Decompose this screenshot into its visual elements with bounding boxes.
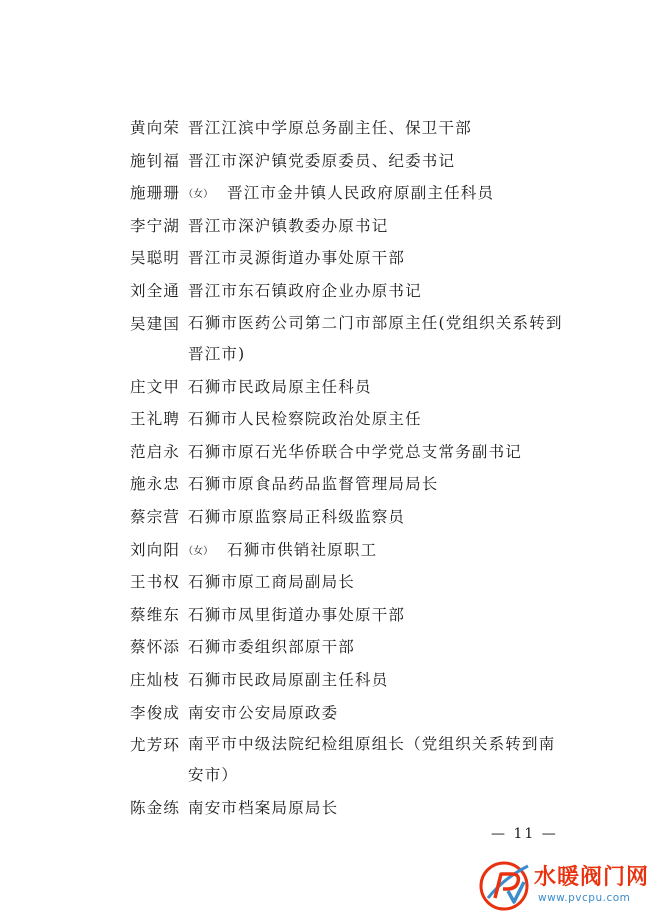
- person-name-text: 吴建国: [130, 314, 181, 333]
- person-name-text: 李俊成: [130, 703, 181, 722]
- gender-note: （女）: [183, 545, 214, 557]
- person-name-text: 王礼聘: [130, 410, 181, 429]
- person-position: 石狮市医药公司第二门市部原主任(党组织关系转到晋江市): [188, 313, 563, 363]
- person-name: [130, 275, 180, 308]
- person-name-text: 施永忠: [130, 475, 181, 494]
- person-position: 石狮市人民检察院政治处原主任: [188, 410, 422, 429]
- list-item: [130, 210, 570, 243]
- person-name-text: 王书权: [130, 573, 181, 592]
- person-position: 晋江市深沪镇党委原委员、纪委书记: [188, 151, 456, 170]
- person-name: [130, 210, 180, 243]
- person-position: 晋江市东石镇政府企业办原书记: [188, 281, 422, 300]
- list-item: [130, 664, 570, 697]
- person-name-text: 黄向荣: [130, 119, 181, 137]
- list-item: [130, 566, 570, 599]
- person-position: 晋江江滨中学原总务副主任、保卫干部: [188, 119, 472, 137]
- person-name-text: 施钊福: [130, 151, 181, 170]
- person-name: [130, 566, 180, 599]
- person-position: 石狮市原监察局正科级监察员: [188, 507, 406, 526]
- list-item: [130, 308, 570, 371]
- list-item: [130, 729, 570, 792]
- list-item: [130, 792, 570, 825]
- gender-note: （女）: [183, 189, 214, 201]
- list-item: [130, 242, 570, 275]
- list-item: [130, 371, 570, 404]
- person-position: 石狮市委组织部原干部: [188, 638, 356, 657]
- list-item: [130, 275, 570, 308]
- person-name-text: 范启永: [130, 442, 181, 461]
- person-position: 晋江市深沪镇教委办原书记: [188, 216, 389, 235]
- person-name: [130, 371, 180, 404]
- person-position: 南安市公安局原政委: [188, 703, 339, 722]
- person-position: 石狮市凤里街道办事处原干部: [188, 605, 406, 624]
- person-name: [130, 403, 180, 436]
- watermark-logo-icon: [478, 858, 534, 914]
- list-item: [130, 501, 570, 534]
- personnel-list: [130, 112, 570, 825]
- person-name: [130, 112, 180, 145]
- person-position: 石狮市供销社原职工: [227, 540, 378, 559]
- person-position: 晋江市灵源街道办事处原干部: [188, 249, 406, 268]
- person-position: 石狮市原食品药品监督管理局局长: [188, 475, 439, 494]
- person-name-text: 施珊珊: [130, 184, 181, 203]
- watermark: [478, 858, 648, 914]
- person-name: [130, 145, 180, 178]
- person-position: 石狮市民政局原副主任科员: [188, 670, 389, 689]
- person-name: [130, 177, 216, 212]
- person-name-text: 庄灿枝: [130, 670, 181, 689]
- person-name-text: 蔡怀添: [130, 638, 181, 657]
- watermark-url: www.pvcpu.com: [538, 892, 631, 904]
- list-item: [130, 631, 570, 664]
- person-position: 石狮市原石光华侨联合中学党总支常务副书记: [188, 442, 523, 461]
- list-item: [130, 112, 570, 145]
- watermark-title: 水暖阀门网: [534, 865, 650, 890]
- list-item: [130, 599, 570, 632]
- person-position: 石狮市民政局原主任科员: [188, 377, 372, 396]
- person-position: 南平市中级法院纪检组原组长（党组织关系转到南安市）: [188, 735, 556, 785]
- person-name: [130, 631, 180, 664]
- person-name: [130, 729, 180, 762]
- person-name-text: 庄文甲: [130, 377, 181, 396]
- person-position: 晋江市金井镇人民政府原副主任科员: [227, 184, 495, 203]
- person-name-text: 吴聪明: [130, 249, 181, 268]
- list-item: [130, 145, 570, 178]
- person-name: [130, 697, 180, 730]
- person-name: [130, 664, 180, 697]
- page-number: — 11 —: [491, 826, 558, 842]
- person-name-text: 尤芳环: [130, 736, 181, 755]
- person-name-text: 刘全通: [130, 281, 181, 300]
- person-position: 南安市档案局原局长: [188, 799, 339, 818]
- person-name-text: 蔡宗营: [130, 507, 181, 526]
- person-name: [130, 534, 216, 569]
- person-name: [130, 599, 180, 632]
- person-name: [130, 468, 180, 501]
- person-name: [130, 501, 180, 534]
- person-name-text: 陈金练: [130, 799, 181, 818]
- list-item: [130, 468, 570, 501]
- person-name: [130, 436, 180, 469]
- list-item: [130, 697, 570, 730]
- person-name-text: 蔡维东: [130, 605, 181, 624]
- person-position: 石狮市原工商局副局长: [188, 573, 356, 592]
- person-name-text: 刘向阳: [130, 540, 181, 559]
- person-name-text: 李宁湖: [130, 216, 181, 235]
- person-name: [130, 308, 180, 341]
- person-name: [130, 792, 180, 825]
- list-item: [130, 403, 570, 436]
- list-item: [130, 436, 570, 469]
- person-name: [130, 242, 180, 275]
- list-item: [130, 534, 570, 567]
- list-item: [130, 177, 570, 210]
